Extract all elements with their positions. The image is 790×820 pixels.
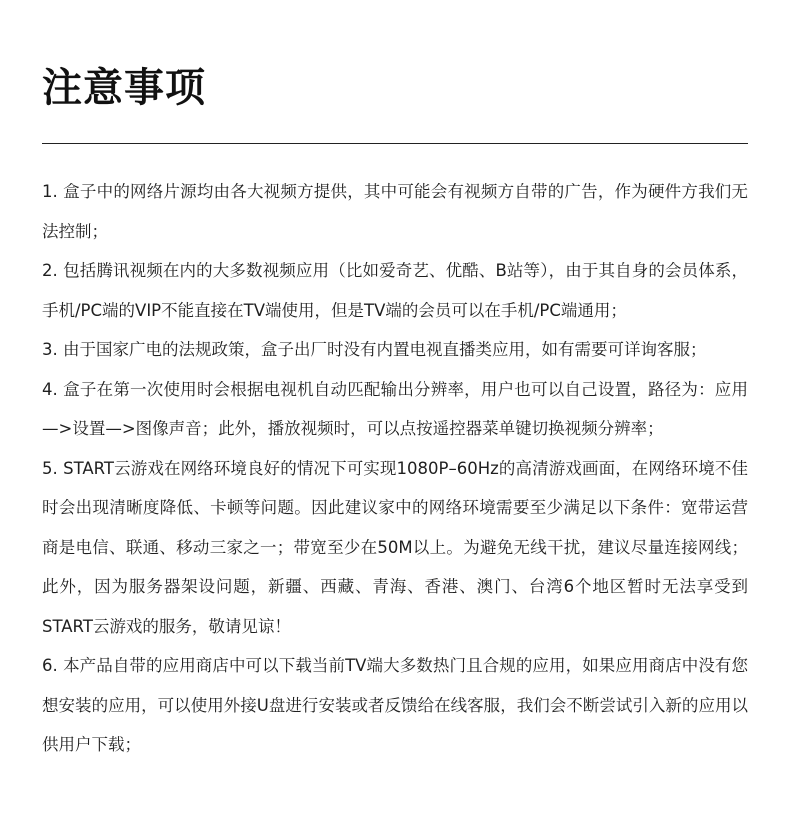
note-item: 4. 盒子在第一次使用时会根据电视机自动匹配输出分辨率，用户也可以自己设置，路径为：应用—>设置—>图像声音；此外，播放视频时，可以点按遥控器菜单键切换视频分辨率； — [42, 379, 748, 438]
note-item: 1. 盒子中的网络片源均由各大视频方提供，其中可能会有视频方自带的广告，作为硬件方我们无法控制； — [42, 182, 748, 241]
note-item: 3. 由于国家广电的法规政策，盒子出厂时没有内置电视直播类应用，如有需要可详询客服； — [42, 340, 707, 359]
page-title: 注意事项 — [42, 65, 206, 111]
note-item: 6. 本产品自带的应用商店中可以下载当前TV端大多数热门且合规的应用，如果应用商店中没有您想安装的应用，可以使用外接U盘进行安装或者反馈给在线客服，我们会不断尝试引入新的应用以供用户下载； — [42, 656, 748, 754]
note-item: 5. START云游戏在网络环境良好的情况下可实现1080P–60Hz的高清游戏画面，在网络环境不佳时会出现清晰度降低、卡顿等问题。因此建议家中的网络环境需要至少满足以下条件：宽带运营商是电信、联通、移动三家之一；带宽至少在50M以上。为避免无线干扰，建议尽量连接网线；此外，因为服务器架设问题，新疆、西藏、青海、香港、澳门、台湾6个地区暂时无法享受到START云游戏的服务，敬请见谅！ — [42, 458, 748, 636]
note-item: 2. 包括腾讯视频在内的大多数视频应用（比如爱奇艺、优酷、B站等），由于其自身的会员体系，手机/PC端的VIP不能直接在TV端使用，但是TV端的会员可以在手机/PC端通用； — [42, 261, 748, 320]
title-divider — [42, 143, 748, 144]
notes-list — [42, 172, 748, 765]
